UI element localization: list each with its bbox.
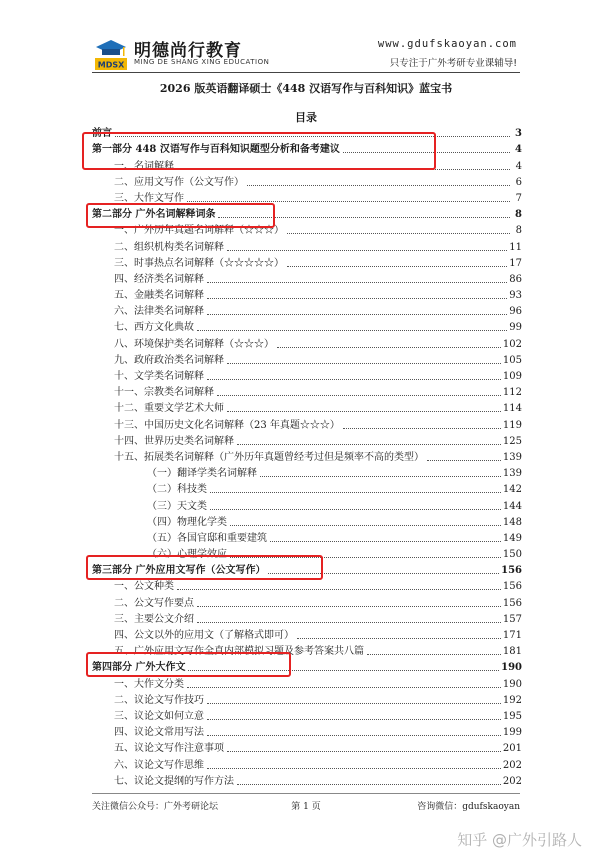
toc-entry-page: 96 <box>509 306 522 318</box>
toc-entry-label: 前言 <box>92 128 112 140</box>
footer-divider <box>92 793 520 794</box>
toc-entry-label: （二）科技类 <box>147 484 207 496</box>
toc-entry-page: 190 <box>501 662 522 674</box>
toc-entry-label: 十二、重要文学艺术大师 <box>114 403 224 415</box>
toc-leader-dots <box>207 767 501 769</box>
toc-entry-label: 二、组织机构类名词解释 <box>114 241 224 253</box>
toc-leader-dots <box>343 427 501 429</box>
toc-leader-dots <box>197 605 501 607</box>
toc-entry-page: 139 <box>502 468 522 480</box>
toc-entry-page: 201 <box>502 743 522 755</box>
toc-entry[interactable] <box>92 707 522 723</box>
toc-entry-page: 142 <box>502 484 522 496</box>
toc-entry-page: 7 <box>515 192 522 204</box>
toc-entry[interactable] <box>92 513 522 529</box>
brand-name-cn: 明德尚行教育 <box>134 41 242 61</box>
toc-entry-label: 四、经济类名词解释 <box>114 273 204 285</box>
toc-entry-page: 11 <box>509 241 522 253</box>
highlight-box-part-2 <box>86 203 275 228</box>
toc-entry[interactable] <box>92 399 522 415</box>
brand-name-en: MING DE SHANG XING EDUCATION <box>134 58 270 66</box>
toc-entry-label: 七、议论文提纲的写作方法 <box>114 775 234 787</box>
toc-entry[interactable] <box>92 480 522 496</box>
toc-entry-label: 六、法律类名词解释 <box>114 306 204 318</box>
page-header <box>0 0 612 78</box>
toc-entry-page: 202 <box>502 775 522 787</box>
toc-entry-page: 148 <box>502 516 522 528</box>
toc-entry-page: 102 <box>502 338 522 350</box>
toc-leader-dots <box>287 265 507 267</box>
toc-leader-dots <box>227 362 501 364</box>
toc-entry-page: 195 <box>502 710 522 722</box>
toc-leader-dots <box>217 394 501 396</box>
toc-entry-label: 十三、中国历史文化名词解释（23 年真题☆☆☆） <box>114 419 340 431</box>
toc-entry-label: 四、议论文常用写法 <box>114 727 204 739</box>
highlight-box-part-1 <box>82 132 436 170</box>
toc-entry-page: 144 <box>502 500 522 512</box>
highlight-box-part-4 <box>86 652 291 677</box>
toc-entry-label: 一、大作文分类 <box>114 678 184 690</box>
toc-leader-dots <box>210 491 501 493</box>
toc-entry-page: 125 <box>502 435 522 447</box>
toc-entry[interactable] <box>92 464 522 480</box>
toc-entry[interactable] <box>92 496 522 512</box>
toc-entry-page: 109 <box>502 371 522 382</box>
toc-entry-page: 202 <box>502 759 522 771</box>
toc-leader-dots <box>297 637 501 639</box>
toc-entry-label: （六）心理学效应 <box>147 549 227 561</box>
toc-entry-page: 157 <box>502 613 522 625</box>
toc-entry-page: 3 <box>515 128 522 140</box>
toc-entry[interactable] <box>92 270 522 286</box>
toc-entry-label: 二、应用文写作（公文写作） <box>114 176 244 188</box>
toc-entry[interactable] <box>92 254 522 270</box>
toc-entry-page: 105 <box>502 354 522 366</box>
toc-entry-label: 十五、拓展类名词解释（广外历年真题曾经考过但是频率不高的类型） <box>114 451 424 463</box>
toc-entry[interactable] <box>92 383 522 399</box>
toc-entry[interactable] <box>92 432 522 448</box>
toc-entry[interactable] <box>92 739 522 755</box>
toc-entry[interactable] <box>92 593 522 609</box>
toc-entry-label: 三、主要公文介绍 <box>114 613 194 625</box>
toc-entry-label: 第一部分 448 汉语写作与百科知识题型分析和备考建议 <box>92 144 340 156</box>
toc-entry-label: 三、大作文写作 <box>114 192 184 204</box>
toc-entry-page: 112 <box>502 387 522 399</box>
toc-entry[interactable] <box>92 626 522 642</box>
toc-entry[interactable] <box>92 367 522 383</box>
toc-entry[interactable] <box>92 302 522 318</box>
highlight-box-part-3 <box>86 555 323 580</box>
toc-entry-page: 86 <box>509 273 522 285</box>
toc-entry[interactable] <box>92 318 522 334</box>
toc-entry-page: 139 <box>502 451 522 463</box>
toc-entry-label: 十四、世界历史类名词解释 <box>114 435 234 447</box>
toc-entry-page: 99 <box>509 322 522 334</box>
toc-entry[interactable] <box>92 529 522 545</box>
footer-contact: 咨询微信：gdufskaoyan <box>417 802 520 812</box>
toc-leader-dots <box>207 313 507 315</box>
toc-entry-page: 8 <box>515 225 522 237</box>
toc-entry-label: 五、议论文写作注意事项 <box>114 743 224 755</box>
toc-leader-dots <box>187 200 510 202</box>
toc-leader-dots <box>270 540 501 542</box>
toc-entry-label: 第四部分 广外大作文 <box>92 662 186 674</box>
toc-entry[interactable] <box>92 723 522 739</box>
toc-entry-page: 181 <box>502 646 522 658</box>
toc-entry-label: （五）各国官邸和重要建筑 <box>147 532 267 544</box>
page-number: 第 1 页 <box>291 802 321 812</box>
toc-entry-label: 五、金融类名词解释 <box>114 290 204 302</box>
toc-entry-label: 十一、宗教类名词解释 <box>114 387 214 399</box>
toc-entry-page: 150 <box>502 549 522 561</box>
toc-entry-label: 二、公文写作要点 <box>114 597 194 609</box>
toc-leader-dots <box>277 346 501 348</box>
toc-entry-label: 四、公文以外的应用文（了解格式即可） <box>114 630 294 641</box>
toc-leader-dots <box>237 783 501 785</box>
toc-leader-dots <box>207 281 507 283</box>
toc-leader-dots <box>227 410 501 412</box>
toc-leader-dots <box>230 524 501 526</box>
mdsx-logo-icon <box>94 38 128 72</box>
toc-entry-page: 156 <box>502 597 522 609</box>
toc-entry-label: 九、政府政治类名词解释 <box>114 354 224 366</box>
toc-leader-dots <box>207 378 501 380</box>
toc-entry-label: （三）天文类 <box>147 500 207 512</box>
toc-leader-dots <box>260 475 501 477</box>
toc-leader-dots <box>210 508 501 510</box>
toc-entry[interactable] <box>92 448 522 464</box>
toc-entry-label: （四）物理化学类 <box>147 516 227 528</box>
slogan: 只专注于广外考研专业课辅导! <box>389 58 517 69</box>
logo-text: MDSX <box>97 60 125 70</box>
toc-entry-page: 149 <box>502 532 522 544</box>
toc-entry-page: 156 <box>502 581 522 593</box>
toc-entry[interactable] <box>92 415 522 431</box>
header-divider <box>92 72 520 73</box>
toc-entry[interactable] <box>92 286 522 302</box>
toc-entry-page: 6 <box>515 176 522 188</box>
footer-wechat-account: 关注微信公众号：广外考研论坛 <box>92 802 219 812</box>
toc-entry-page: 17 <box>509 257 522 269</box>
toc-leader-dots <box>187 686 501 688</box>
toc-entry-page: 119 <box>502 419 522 431</box>
toc-entry-page: 114 <box>502 403 522 415</box>
toc-entry-page: 4 <box>515 144 522 156</box>
toc-leader-dots <box>247 184 510 186</box>
toc-entry-page: 192 <box>502 694 522 706</box>
toc-entry[interactable] <box>92 237 522 253</box>
toc-heading: 目录 <box>295 111 317 124</box>
toc-entry-page: 156 <box>501 565 522 577</box>
toc-entry[interactable] <box>92 610 522 626</box>
toc-leader-dots <box>207 718 501 720</box>
toc-entry-page: 171 <box>502 630 522 641</box>
toc-entry-label: 一、名词解释 <box>114 160 174 172</box>
toc-entry-label: 十、文学类名词解释 <box>114 371 204 382</box>
toc-entry-page: 190 <box>502 678 522 690</box>
toc-leader-dots <box>367 653 501 655</box>
toc-entry-label: 三、时事热点名词解释（☆☆☆☆☆） <box>114 257 284 269</box>
toc-leader-dots <box>207 702 501 704</box>
toc-entry-label: 六、议论文写作思维 <box>114 759 204 771</box>
toc-entry[interactable] <box>92 691 522 707</box>
toc-leader-dots <box>287 232 510 234</box>
toc-entry[interactable] <box>92 772 522 788</box>
toc-entry-page: 199 <box>502 727 522 739</box>
toc-entry-page: 8 <box>515 209 522 221</box>
toc-entry-label: 一、广外历年真题名词解释（☆☆☆） <box>114 225 284 237</box>
toc-leader-dots <box>177 588 501 590</box>
toc-entry-page: 93 <box>509 290 522 302</box>
toc-entry-label: 一、公文种类 <box>114 581 174 593</box>
toc-entry-label: 五、广外应用文写作全真内部模拟习题及参考答案共八篇 <box>114 646 364 658</box>
toc-entry-label: 七、西方文化典故 <box>114 322 194 334</box>
toc-leader-dots <box>427 459 501 461</box>
toc-entry[interactable] <box>92 173 522 189</box>
site-url: www.gdufskaoyan.com <box>377 38 517 50</box>
toc-entry-label: 第二部分 广外名词解释词条 <box>92 209 216 221</box>
toc-entry[interactable] <box>92 351 522 367</box>
toc-leader-dots <box>207 297 507 299</box>
toc-entry-label: 二、议论文写作技巧 <box>114 694 204 706</box>
toc-entry-label: 八、环境保护类名词解释（☆☆☆） <box>114 338 274 350</box>
toc-leader-dots <box>237 443 501 445</box>
document-title: 2026 版英语翻译硕士《448 汉语写作与百科知识》蓝宝书 <box>159 82 453 95</box>
toc-leader-dots <box>207 734 501 736</box>
toc-entry-label: 三、议论文如何立意 <box>114 710 204 722</box>
toc-entry[interactable] <box>92 334 522 350</box>
toc-entry-label: 第三部分 广外应用文写作（公文写作） <box>92 565 266 577</box>
zhihu-watermark: 知乎 @广外引路人 <box>457 831 582 849</box>
toc-leader-dots <box>227 750 501 752</box>
toc-entry[interactable] <box>92 755 522 771</box>
toc-entry-page: 4 <box>515 160 522 172</box>
toc-leader-dots <box>197 329 507 331</box>
toc-leader-dots <box>197 621 501 623</box>
toc-entry-label: （一）翻译学类名词解释 <box>147 468 257 480</box>
toc-leader-dots <box>227 249 507 251</box>
